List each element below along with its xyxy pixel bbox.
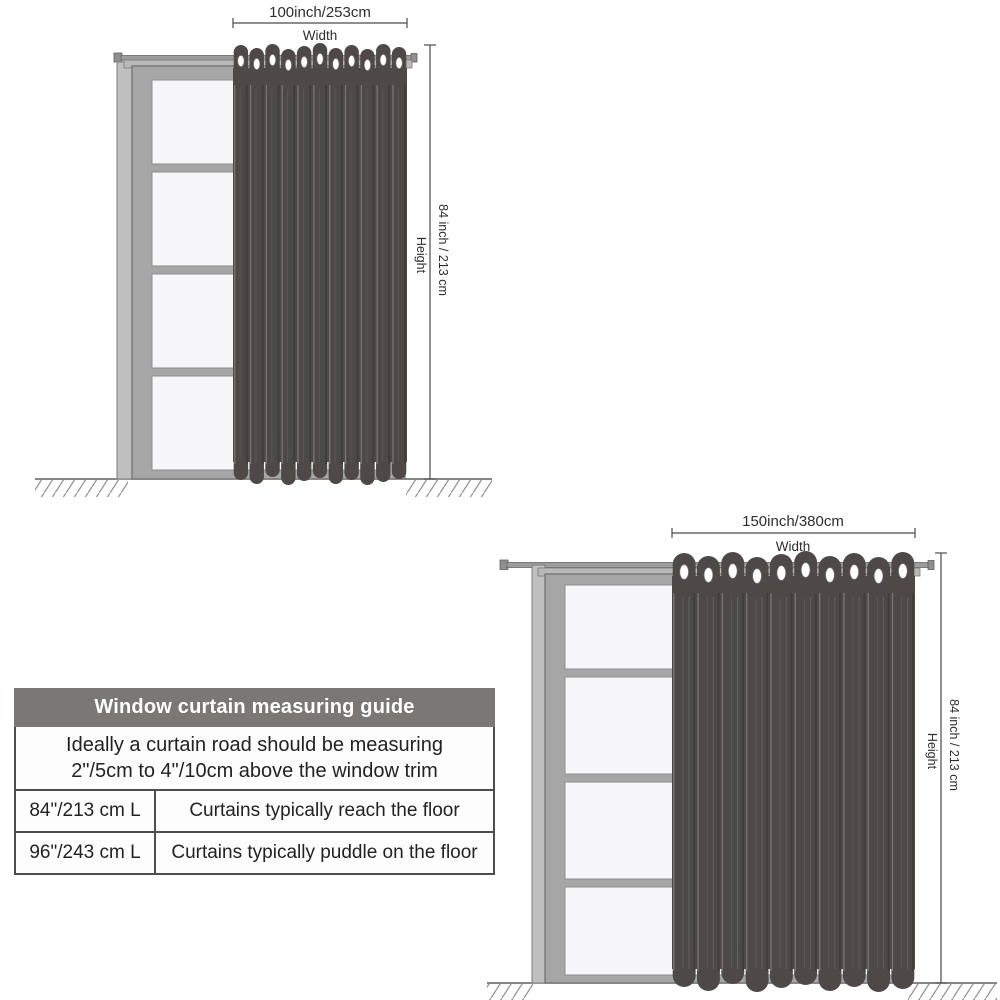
curtain-fold-top [344,45,358,91]
grommet-hole [317,53,323,64]
curtain-fold-bottom [746,954,769,992]
grommet-hole [826,568,835,583]
width-value-label: 150inch/380cm [742,513,844,530]
height-value-label: 84 inch / 213 cm [947,699,961,791]
width-value-label: 100inch/253cm [269,4,371,21]
grommet-hole [753,569,762,584]
width-caption: Width [302,28,338,43]
grommet-hole [874,569,883,584]
table-note [16,727,493,791]
diagram-150-inch [480,505,1000,1000]
description-cell: Curtains typically reach the floor [189,800,460,821]
grommet-hole [680,565,689,580]
curtain-fold-bottom [891,951,914,989]
table-row [16,791,493,833]
grommet-hole [396,57,402,68]
curtain-fold-bottom [794,947,817,985]
curtain-fold-bottom [673,949,696,987]
table-row [16,833,493,873]
table-body [14,727,495,875]
height-caption: Height [414,236,428,274]
grommet-hole [380,54,386,65]
curtain-fold-bottom [843,949,866,987]
curtain-panel [233,43,407,485]
curtain-fold-bottom [721,946,744,984]
length-cell: 84"/213 cm L [16,791,156,831]
rod-finial-right [928,561,934,570]
width-caption: Width [775,539,811,554]
ground-hatch [406,480,492,497]
curtain-fold-top [234,45,248,91]
curtain-fold-bottom [770,950,793,988]
curtain-fold-top [313,43,327,89]
height-value-label: 84 inch / 213 cm [436,204,450,296]
curtain-fold-top [265,44,279,90]
curtain-fold-bottom [867,954,890,992]
ground-hatch [908,984,997,1000]
ground-hatch [35,480,128,497]
measuring-guide-table [14,688,495,875]
grommet-hole [348,55,354,66]
curtain-body [233,68,407,462]
ground [487,983,997,1000]
grommet-hole [777,566,786,581]
grommet-hole [254,58,260,69]
grommet-hole [850,565,859,580]
height-caption: Height [925,732,939,770]
curtain-fold-bottom [819,953,842,991]
ground-hatch [487,984,533,1000]
curtain-fold-bottom [697,953,720,991]
door-jamb [532,565,545,983]
grommet-hole [364,59,370,70]
grommet-hole [269,54,275,65]
grommet-hole [704,568,713,583]
grommet-hole [301,56,307,67]
table-title: Window curtain measuring guide [14,688,495,727]
grommet-hole [333,58,339,69]
curtain-body [672,576,915,969]
ground [35,479,492,497]
diagram-100-inch [0,0,500,500]
grommet-hole [285,59,291,70]
grommet-hole [801,563,810,578]
table-note-line2: 2"/5cm to 4"/10cm above the window trim [71,760,438,782]
curtain-panel [672,551,915,992]
curtain-fold-top [376,44,390,90]
grommet-hole [238,55,244,66]
grommet-hole [728,564,737,579]
description-cell: Curtains typically puddle on the floor [171,842,478,863]
table-note-line1: Ideally a curtain road should be measuring [66,734,443,756]
grommet-hole [898,564,907,579]
door-jamb [117,62,132,479]
length-cell: 96"/243 cm L [16,833,156,873]
